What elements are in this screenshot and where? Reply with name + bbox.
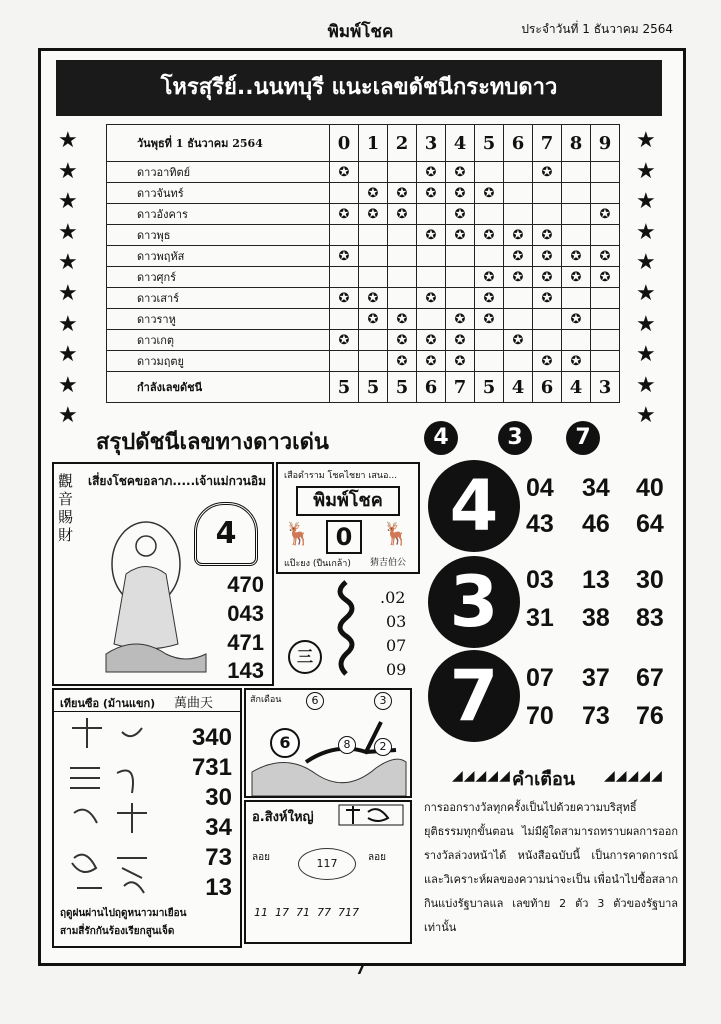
- planet-name: ดาวอังคาร: [107, 204, 330, 225]
- total-value: 4: [504, 372, 533, 403]
- star-mark: ✪: [533, 351, 562, 372]
- planet-name: ดาวจันทร์: [107, 183, 330, 204]
- star-mark: ✪: [446, 225, 475, 246]
- empty-cell: [562, 288, 591, 309]
- star-mark: ✪: [446, 309, 475, 330]
- star-mark: ✪: [446, 351, 475, 372]
- result-number: 43: [526, 510, 554, 538]
- empty-cell: [475, 246, 504, 267]
- tianshu-footer-2: สามสี่รักกันร้องเรียกสูนเจ็ด: [60, 926, 175, 937]
- pimchok-caption-cn: 猜吉伯公: [370, 558, 407, 568]
- star-mark: ✪: [504, 267, 533, 288]
- empty-cell: [562, 183, 591, 204]
- star-mark: ✪: [446, 183, 475, 204]
- empty-cell: [475, 162, 504, 183]
- empty-cell: [359, 246, 388, 267]
- lizard-number: 3: [374, 692, 392, 710]
- planet-name: ดาวอาทิตย์: [107, 162, 330, 183]
- planet-name: ดาวเสาร์: [107, 288, 330, 309]
- result-number: 34: [582, 474, 610, 502]
- empty-cell: [359, 330, 388, 351]
- empty-cell: [359, 351, 388, 372]
- table-row: [107, 309, 620, 330]
- table-row: [107, 162, 620, 183]
- total-value: 4: [562, 372, 591, 403]
- star-mark: ✪: [591, 246, 620, 267]
- table-row: [107, 267, 620, 288]
- empty-cell: [417, 246, 446, 267]
- star-mark: ✪: [330, 204, 359, 225]
- empty-cell: [388, 225, 417, 246]
- table-row: [107, 246, 620, 267]
- pimchok-logo: พิมพ์โชค: [296, 486, 400, 516]
- digit-header: 3: [417, 125, 446, 162]
- empty-cell: [330, 267, 359, 288]
- lizard-label: สักเดือน: [250, 695, 282, 705]
- totals-row: [107, 372, 620, 403]
- empty-cell: [591, 183, 620, 204]
- lizard-box: [244, 688, 412, 798]
- warning-decoration-left: ◢◢◢◢◢: [452, 768, 511, 784]
- star-mark: ✪: [359, 204, 388, 225]
- empty-cell: [417, 267, 446, 288]
- lizard-number: 6: [270, 728, 300, 758]
- empty-cell: [359, 225, 388, 246]
- singyai-box: [244, 800, 412, 944]
- empty-cell: [504, 351, 533, 372]
- star-icon: ★: [58, 128, 78, 153]
- divider: [54, 711, 240, 712]
- star-mark: ✪: [359, 288, 388, 309]
- empty-cell: [475, 351, 504, 372]
- empty-cell: [388, 267, 417, 288]
- table-row: [107, 204, 620, 225]
- star-mark: ✪: [388, 204, 417, 225]
- deer-right-icon: 🦌: [382, 522, 410, 547]
- star-mark: ✪: [330, 288, 359, 309]
- digit-header: 1: [359, 125, 388, 162]
- singyai-title: อ.สิงห์ใหญ่: [252, 810, 314, 825]
- guanyin-number-4: 143: [227, 658, 264, 683]
- star-mark: ✪: [533, 225, 562, 246]
- empty-cell: [591, 330, 620, 351]
- empty-cell: [591, 288, 620, 309]
- star-icon: ★: [58, 219, 78, 245]
- result-number: 04: [526, 474, 554, 502]
- seal-stamp: 三: [288, 640, 322, 674]
- star-icon: ★: [636, 250, 656, 276]
- empty-cell: [446, 288, 475, 309]
- table-date-label: วันพุธที่ 1 ธันวาคม 2564: [107, 125, 330, 162]
- guanyin-title: เสี่ยงโชคขอลาภ.....เจ้าแม่กวนอิม: [88, 474, 266, 488]
- talisman-icon: [326, 578, 366, 678]
- star-mark: ✪: [446, 162, 475, 183]
- empty-cell: [591, 309, 620, 330]
- warning-decoration-right: ◢◢◢◢◢: [604, 768, 663, 784]
- summary-label: สรุปดัชนีเลขทางดาวเด่น: [96, 430, 329, 455]
- star-mark: ✪: [562, 309, 591, 330]
- star-mark: ✪: [533, 267, 562, 288]
- empty-cell: [504, 309, 533, 330]
- empty-cell: [562, 330, 591, 351]
- digit-header: 7: [533, 125, 562, 162]
- empty-cell: [591, 351, 620, 372]
- singyai-logo-icon: [338, 804, 404, 826]
- star-mark: ✪: [504, 246, 533, 267]
- star-icon: ★: [58, 281, 78, 306]
- guanyin-number-1: 470: [227, 572, 264, 597]
- star-mark: ✪: [417, 288, 446, 309]
- pimchok-box: [276, 462, 420, 574]
- star-mark: ✪: [417, 162, 446, 183]
- tianshu-box: [52, 688, 242, 948]
- total-value: 6: [533, 372, 562, 403]
- empty-cell: [359, 267, 388, 288]
- result-number: 64: [636, 510, 664, 538]
- star-mark: ✪: [533, 288, 562, 309]
- result-digit-2: 3: [428, 556, 520, 648]
- warning-text: การออกรางวัลทุกครั้งเป็นไปด้วยความบริสุทธิ์ ยุติธรรมทุกขั้นตอน ไม่มีผู้ใดสามารถทราบผลการออกรางวัลล่วงหน้าได้ หนังสือฉบับนี้ เป็นการคาดการณ์ และวิเคราะห์ผลของความน่าจะเป็น เพื่อนำไปซื้อสลากกินแบ่งรัฐบาลแล เลขท้าย 2 ตัว 3 ตัวของรัฐบาลเท่านั้น: [424, 801, 678, 934]
- total-value: 5: [475, 372, 504, 403]
- result-number: 73: [582, 702, 610, 730]
- total-value: 3: [591, 372, 620, 403]
- guanyin-number-3: 471: [227, 630, 264, 655]
- star-icon: ★: [636, 403, 656, 429]
- tianshu-title: เทียนซือ (ม้านแขก): [60, 697, 156, 710]
- digit-header: 2: [388, 125, 417, 162]
- star-icon: ★: [636, 342, 656, 368]
- star-icon: ★: [636, 158, 656, 184]
- planet-digit-table: [106, 124, 620, 403]
- digit-header: 6: [504, 125, 533, 162]
- empty-cell: [504, 288, 533, 309]
- publication-title: พิมพ์โชค: [327, 22, 394, 42]
- total-value: 5: [359, 372, 388, 403]
- star-icon: ★: [636, 281, 656, 306]
- empty-cell: [388, 288, 417, 309]
- guanyin-number-2: 043: [227, 601, 264, 626]
- star-mark: ✪: [591, 204, 620, 225]
- result-number: 38: [582, 604, 610, 632]
- star-mark: ✪: [475, 288, 504, 309]
- star-mark: ✪: [446, 330, 475, 351]
- planet-name: ดาวมฤตยู: [107, 351, 330, 372]
- total-value: 7: [446, 372, 475, 403]
- empty-cell: [591, 225, 620, 246]
- result-number: 03: [526, 566, 554, 594]
- star-mark: ✪: [475, 225, 504, 246]
- total-value: 5: [330, 372, 359, 403]
- star-mark: ✪: [330, 246, 359, 267]
- pimchok-top-text: เสือดำราม โชคไชยา เสนอ...: [284, 471, 398, 481]
- summary-digit-2: 3: [498, 421, 532, 455]
- star-icon: ★: [58, 403, 78, 429]
- tianshu-number: 30: [205, 784, 232, 811]
- page-number: 7: [355, 962, 366, 978]
- singyai-numbers: 11 17 71 77 717: [254, 906, 359, 919]
- table-row: [107, 351, 620, 372]
- star-mark: ✪: [388, 309, 417, 330]
- tianshu-number: 340: [191, 724, 232, 751]
- summary-digit-3: 7: [566, 421, 600, 455]
- empty-cell: [417, 204, 446, 225]
- digit-header: 0: [330, 125, 359, 162]
- empty-cell: [533, 309, 562, 330]
- table-row: [107, 330, 620, 351]
- table-row: [107, 225, 620, 246]
- star-mark: ✪: [475, 183, 504, 204]
- pimchok-number-4: 09: [386, 660, 407, 679]
- star-mark: ✪: [330, 330, 359, 351]
- star-mark: ✪: [504, 225, 533, 246]
- tianshu-number: 13: [205, 874, 232, 901]
- total-value: 5: [388, 372, 417, 403]
- star-icon: ★: [636, 372, 656, 398]
- result-number: 37: [582, 664, 610, 692]
- digit-header: 4: [446, 125, 475, 162]
- star-mark: ✪: [504, 330, 533, 351]
- empty-cell: [562, 225, 591, 246]
- tianshu-title-cn: 萬曲天: [174, 696, 214, 711]
- planet-name: ดาวพฤหัส: [107, 246, 330, 267]
- empty-cell: [475, 330, 504, 351]
- empty-cell: [446, 246, 475, 267]
- lizard-number: 2: [374, 738, 392, 756]
- result-number: 13: [582, 566, 610, 594]
- result-digit-3: 7: [428, 650, 520, 742]
- digit-header: 8: [562, 125, 591, 162]
- empty-cell: [388, 162, 417, 183]
- star-icon: ★: [58, 372, 78, 398]
- star-mark: ✪: [533, 162, 562, 183]
- result-number: 83: [636, 604, 664, 632]
- star-mark: ✪: [359, 183, 388, 204]
- star-mark: ✪: [446, 204, 475, 225]
- star-icon: ★: [58, 189, 78, 215]
- empty-cell: [533, 204, 562, 225]
- warning-title: คำเตือน: [512, 769, 576, 790]
- empty-cell: [446, 267, 475, 288]
- result-number: 67: [636, 664, 664, 692]
- singyai-mid: 117: [298, 848, 356, 880]
- star-icon: ★: [58, 158, 78, 184]
- star-icon: ★: [636, 189, 656, 215]
- empty-cell: [330, 183, 359, 204]
- star-mark: ✪: [562, 246, 591, 267]
- empty-cell: [388, 246, 417, 267]
- star-mark: ✪: [417, 351, 446, 372]
- calligraphy-icon: [62, 718, 152, 898]
- result-number: 31: [526, 604, 554, 632]
- totals-label: กำลังเลขดัชนี: [107, 372, 330, 403]
- empty-cell: [330, 225, 359, 246]
- empty-cell: [475, 204, 504, 225]
- summary-digit-1: 4: [424, 421, 458, 455]
- planet-name: ดาวราหู: [107, 309, 330, 330]
- guanyin-chinese: 觀音賜財: [58, 472, 74, 544]
- star-icon: ★: [58, 250, 78, 276]
- result-digit-1: 4: [428, 460, 520, 552]
- empty-cell: [562, 204, 591, 225]
- digit-header: 5: [475, 125, 504, 162]
- star-icon: ★: [636, 311, 656, 337]
- star-mark: ✪: [533, 246, 562, 267]
- banner-title: โหรสุรีย์..นนทบุรี แนะเลขดัชนีกระทบดาว: [56, 60, 662, 116]
- pimchok-number-2: 03: [386, 612, 407, 631]
- empty-cell: [562, 162, 591, 183]
- empty-cell: [533, 330, 562, 351]
- result-number: 76: [636, 702, 664, 730]
- star-icon: ★: [636, 219, 656, 245]
- digit-header: 9: [591, 125, 620, 162]
- tianshu-number: 73: [205, 844, 232, 871]
- star-icon: ★: [58, 311, 78, 337]
- empty-cell: [417, 309, 446, 330]
- deer-left-icon: 🦌: [284, 522, 312, 547]
- pimchok-caption: แป๊ะยง (ปืนเกล้า): [284, 559, 351, 569]
- result-number: 07: [526, 664, 554, 692]
- star-mark: ✪: [475, 309, 504, 330]
- star-mark: ✪: [417, 183, 446, 204]
- star-mark: ✪: [475, 267, 504, 288]
- star-mark: ✪: [388, 351, 417, 372]
- pimchok-number-1: .02: [380, 588, 406, 607]
- star-mark: ✪: [562, 351, 591, 372]
- lizard-number: 8: [338, 736, 356, 754]
- result-number: 46: [582, 510, 610, 538]
- empty-cell: [504, 183, 533, 204]
- guanyin-digit: 4: [194, 502, 258, 566]
- star-mark: ✪: [562, 267, 591, 288]
- star-icon: ★: [636, 128, 656, 153]
- singyai-label: ลอย: [252, 852, 270, 863]
- planet-name: ดาวพุธ: [107, 225, 330, 246]
- star-mark: ✪: [359, 309, 388, 330]
- planet-name: ดาวศุกร์: [107, 267, 330, 288]
- empty-cell: [591, 162, 620, 183]
- star-mark: ✪: [591, 267, 620, 288]
- star-mark: ✪: [417, 225, 446, 246]
- star-mark: ✪: [417, 330, 446, 351]
- pimchok-digit: 0: [326, 520, 362, 554]
- result-number: 30: [636, 566, 664, 594]
- result-number: 40: [636, 474, 664, 502]
- star-mark: ✪: [330, 162, 359, 183]
- empty-cell: [533, 183, 562, 204]
- guanyin-box: [52, 462, 274, 686]
- tianshu-number: 731: [191, 754, 232, 781]
- pimchok-number-3: 07: [386, 636, 407, 655]
- empty-cell: [330, 309, 359, 330]
- star-mark: ✪: [388, 183, 417, 204]
- tianshu-number: 34: [205, 814, 232, 841]
- table-row: [107, 288, 620, 309]
- total-value: 6: [417, 372, 446, 403]
- star-icon: ★: [58, 342, 78, 368]
- result-number: 70: [526, 702, 554, 730]
- empty-cell: [330, 351, 359, 372]
- empty-cell: [504, 162, 533, 183]
- singyai-label: ลอย: [368, 852, 386, 863]
- empty-cell: [359, 162, 388, 183]
- star-mark: ✪: [388, 330, 417, 351]
- lizard-number: 6: [306, 692, 324, 710]
- tianshu-footer-1: ฤดูฝนผ่านไปฤดูหนาวมาเยือน: [60, 908, 187, 919]
- issue-date: ประจำวันที่ 1 ธันวาคม 2564: [521, 22, 673, 36]
- planet-name: ดาวเกตุ: [107, 330, 330, 351]
- empty-cell: [504, 204, 533, 225]
- table-row: [107, 183, 620, 204]
